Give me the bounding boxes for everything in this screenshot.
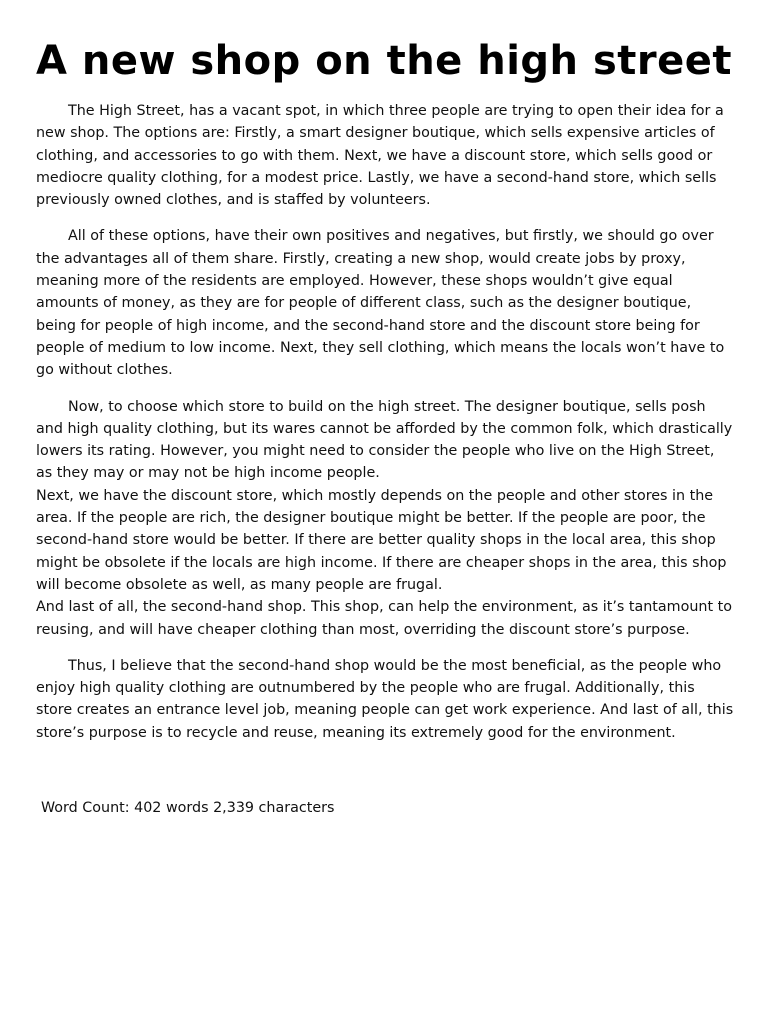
paragraph-text: Thus, I believe that the second-hand shop would be the most beneficial, as the people who enjoy high quality clothing are outnumbered by the people who are frugal. Additionally, this store creates an entrance level job, meaning people can get work experience. And last of all, this store’s purpose is to recycle and reuse, meaning its extremely good for the environment. — [36, 657, 734, 741]
paragraph-text-discount: Next, we have the discount store, which mostly depends on the people and other stores in the area. If the people are rich, the designer boutique might be better. If the people are poor, the second-hand store would be better. If there are better quality shops in the local area, this shop might be obsolete if the locals are high income. If there are cheaper shops in the area, this shop will become obsolete as well, as many people are frugal. — [36, 487, 727, 593]
word-count: Word Count: 402 words 2,339 characters — [41, 800, 335, 816]
paragraph-text: All of these options, have their own positives and negatives, but firstly, we should go over the advantages all of them share. Firstly, creating a new shop, would create jobs by proxy, meaning more of the residents are employed. However, these shops wouldn’t give equal amounts of money, as they are for people of different class, such as the designer boutique, being for people of high income, and the second-hand store and the discount store being for people of medium to low income. Next, they sell clothing, which means the locals won’t have to go without clothes. — [36, 228, 725, 379]
paragraph-conclusion — [36, 655, 734, 744]
paragraph-store-comparison — [36, 396, 734, 641]
paragraph-text-boutique: Now, to choose which store to build on the high street. The designer boutique, sells posh and high quality clothing, but its wares cannot be afforded by the common folk, which drastically lowers its rating. However, you might need to consider the people who live on the High Street, as they may or may not be high income people. — [36, 398, 733, 482]
paragraph-shared-advantages — [36, 225, 734, 381]
paragraph-text-second-hand: And last of all, the second-hand shop. This shop, can help the environment, as it’s tantamount to reusing, and will have cheaper clothing than most, overriding the discount store’s purpose. — [36, 599, 732, 638]
page-title: A new shop on the high street — [36, 38, 732, 84]
paragraph-intro — [36, 100, 734, 211]
paragraph-text: The High Street, has a vacant spot, in which three people are trying to open their idea for a new shop. The options are: Firstly, a smart designer boutique, which sells expensive articles of clothing, and accessories to go with them. Next, we have a discount store, which sells good or mediocre quality clothing, for a modest price. Lastly, we have a second-hand store, which sells previously owned clothes, and is staffed by volunteers. — [36, 103, 724, 209]
